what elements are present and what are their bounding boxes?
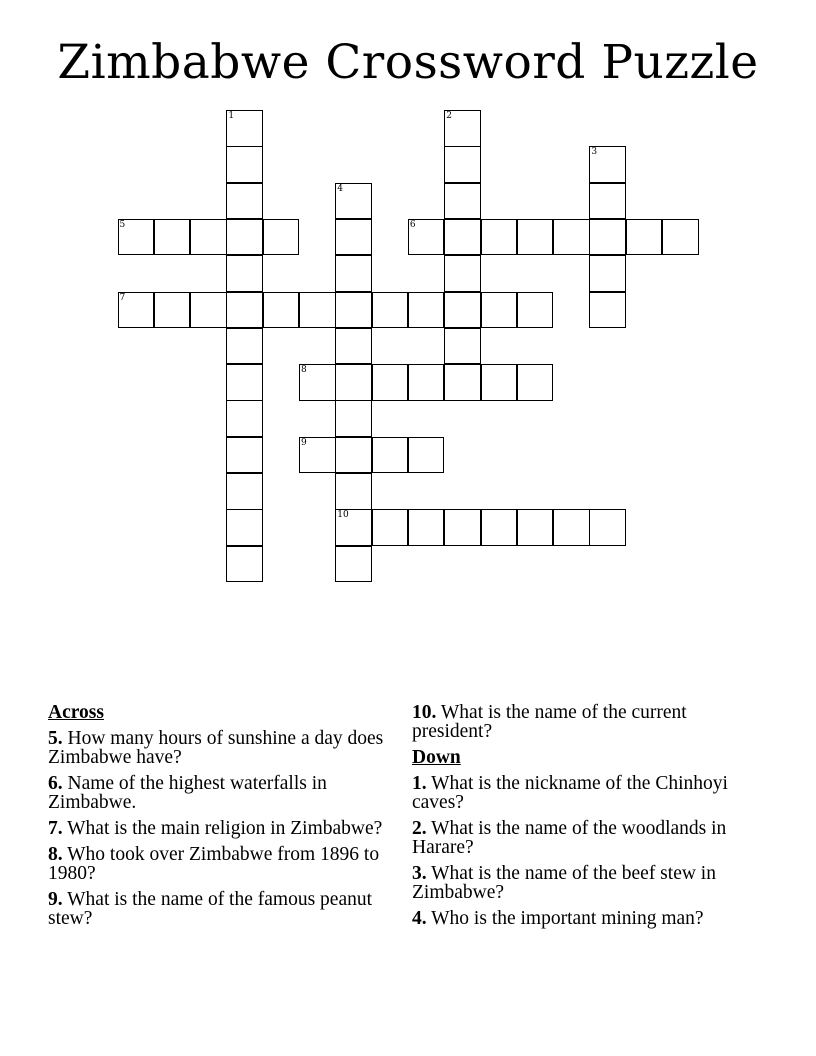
clue-down-1 — [412, 774, 762, 812]
grid-cell[interactable] — [335, 437, 372, 474]
clue-across-9 — [48, 890, 388, 928]
grid-cell[interactable] — [408, 364, 445, 401]
grid-cell[interactable] — [444, 183, 481, 220]
clue-text: What is the name of the current president? — [412, 702, 687, 742]
grid-cell[interactable] — [154, 219, 191, 256]
grid-cell[interactable] — [589, 255, 626, 292]
clue-number: 1. — [412, 773, 427, 794]
grid-cell[interactable] — [626, 219, 663, 256]
grid-cell[interactable] — [517, 219, 554, 256]
grid-cell[interactable] — [408, 219, 445, 256]
clue-across-8 — [48, 845, 388, 883]
grid-cell[interactable] — [226, 110, 263, 147]
grid-cell[interactable] — [481, 509, 518, 546]
clue-number: 7. — [48, 818, 63, 839]
grid-cell[interactable] — [589, 509, 626, 546]
grid-cell[interactable] — [118, 292, 155, 329]
grid-cell[interactable] — [226, 146, 263, 183]
grid-cell[interactable] — [154, 292, 191, 329]
grid-cell[interactable] — [335, 546, 372, 583]
grid-cell[interactable] — [481, 364, 518, 401]
grid-cell[interactable] — [444, 292, 481, 329]
grid-cell[interactable] — [553, 219, 590, 256]
clue-text: Who is the important mining man? — [431, 908, 704, 929]
grid-cell[interactable] — [335, 473, 372, 510]
grid-cell[interactable] — [408, 437, 445, 474]
clue-number: 6. — [48, 773, 63, 794]
clue-number-label: 8 — [301, 365, 307, 376]
clue-number-label: 7 — [119, 292, 126, 303]
clues-left-column — [48, 703, 388, 935]
grid-cell[interactable] — [408, 509, 445, 546]
grid-cell[interactable] — [299, 364, 336, 401]
grid-cell[interactable] — [226, 364, 263, 401]
clue-number-label: 6 — [409, 219, 416, 230]
grid-cell[interactable] — [335, 328, 372, 365]
grid-cell[interactable] — [408, 292, 445, 329]
clue-number: 9. — [48, 889, 63, 910]
grid-cell[interactable] — [226, 509, 263, 546]
grid-cell[interactable] — [444, 110, 481, 147]
clue-number: 3. — [412, 863, 427, 884]
grid-cell[interactable] — [226, 292, 263, 329]
clue-text: What is the name of the woodlands in Harare? — [412, 818, 727, 858]
grid-cell[interactable] — [226, 437, 263, 474]
grid-cell[interactable] — [335, 255, 372, 292]
clue-down-4 — [412, 909, 762, 928]
grid-cell[interactable] — [263, 219, 300, 256]
clue-text: What is the nickname of the Chinhoyi caves? — [412, 773, 728, 813]
grid-cell[interactable] — [190, 219, 227, 256]
grid-cell[interactable] — [335, 219, 372, 256]
grid-cell[interactable] — [481, 219, 518, 256]
clue-number: 10. — [412, 702, 437, 723]
grid-cell[interactable] — [335, 400, 372, 437]
clue-text: Name of the highest waterfalls in Zimbabwe. — [48, 773, 327, 813]
grid-cell[interactable] — [444, 146, 481, 183]
clue-number-label: 9 — [301, 437, 307, 448]
clue-number: 2. — [412, 818, 427, 839]
grid-cell[interactable] — [589, 146, 626, 183]
clue-down-3 — [412, 864, 762, 902]
grid-cell[interactable] — [517, 509, 554, 546]
clue-number-label: 5 — [119, 219, 126, 230]
clues-right-column — [412, 703, 762, 935]
grid-cell[interactable] — [589, 183, 626, 220]
grid-cell[interactable] — [372, 292, 409, 329]
clue-number: 8. — [48, 844, 63, 865]
grid-cell[interactable] — [299, 437, 336, 474]
clue-number-label: 2 — [446, 111, 452, 121]
grid-cell[interactable] — [589, 219, 626, 256]
grid-cell[interactable] — [444, 255, 481, 292]
grid-cell[interactable] — [226, 546, 263, 583]
grid-cell[interactable] — [226, 400, 263, 437]
grid-cell[interactable] — [226, 219, 263, 256]
grid-cell[interactable] — [263, 292, 300, 329]
clue-number-label: 1 — [228, 111, 235, 121]
grid-cell[interactable] — [444, 219, 481, 256]
grid-cell[interactable] — [589, 292, 626, 329]
down-heading: Down — [412, 747, 461, 768]
clue-down-2 — [412, 819, 762, 857]
grid-cell[interactable] — [226, 328, 263, 365]
grid-cell[interactable] — [517, 292, 554, 329]
across-heading: Across — [48, 702, 104, 723]
grid-cell[interactable] — [444, 509, 481, 546]
clue-across-5 — [48, 729, 388, 767]
grid-cell[interactable] — [553, 509, 590, 546]
grid-cell[interactable] — [335, 183, 372, 220]
grid-cell[interactable] — [444, 364, 481, 401]
clue-number: 5. — [48, 728, 63, 749]
clue-across-10 — [412, 703, 762, 741]
clue-across-7 — [48, 819, 388, 838]
grid-cell[interactable] — [335, 292, 372, 329]
clue-number: 4. — [412, 908, 427, 929]
clue-number-label: 3 — [591, 147, 598, 158]
clue-text: How many hours of sunshine a day does Zimbabwe have? — [48, 728, 384, 768]
clue-across-6 — [48, 774, 388, 812]
grid-cell[interactable] — [372, 509, 409, 546]
clue-text: What is the name of the famous peanut stew? — [48, 889, 373, 929]
clue-number-label: 4 — [337, 183, 344, 194]
grid-cell[interactable] — [481, 292, 518, 329]
clue-number-label: 10 — [337, 510, 349, 521]
grid-cell[interactable] — [372, 364, 409, 401]
grid-cell[interactable] — [517, 364, 554, 401]
grid-cell[interactable] — [335, 509, 372, 546]
grid-cell[interactable] — [372, 437, 409, 474]
grid-cell[interactable] — [118, 219, 155, 256]
page-title: Zimbabwe Crossword Puzzle — [57, 35, 759, 90]
grid-cell[interactable] — [335, 364, 372, 401]
grid-cell[interactable] — [226, 183, 263, 220]
clue-text: What is the name of the beef stew in Zimbabwe? — [412, 863, 716, 903]
clue-text: What is the main religion in Zimbabwe? — [67, 818, 383, 839]
grid-cell[interactable] — [662, 219, 699, 256]
grid-cell[interactable] — [299, 292, 336, 329]
grid-cell[interactable] — [190, 292, 227, 329]
grid-cell[interactable] — [444, 328, 481, 365]
grid-cell[interactable] — [226, 255, 263, 292]
clue-text: Who took over Zimbabwe from 1896 to 1980? — [48, 844, 380, 884]
grid-cell[interactable] — [226, 473, 263, 510]
